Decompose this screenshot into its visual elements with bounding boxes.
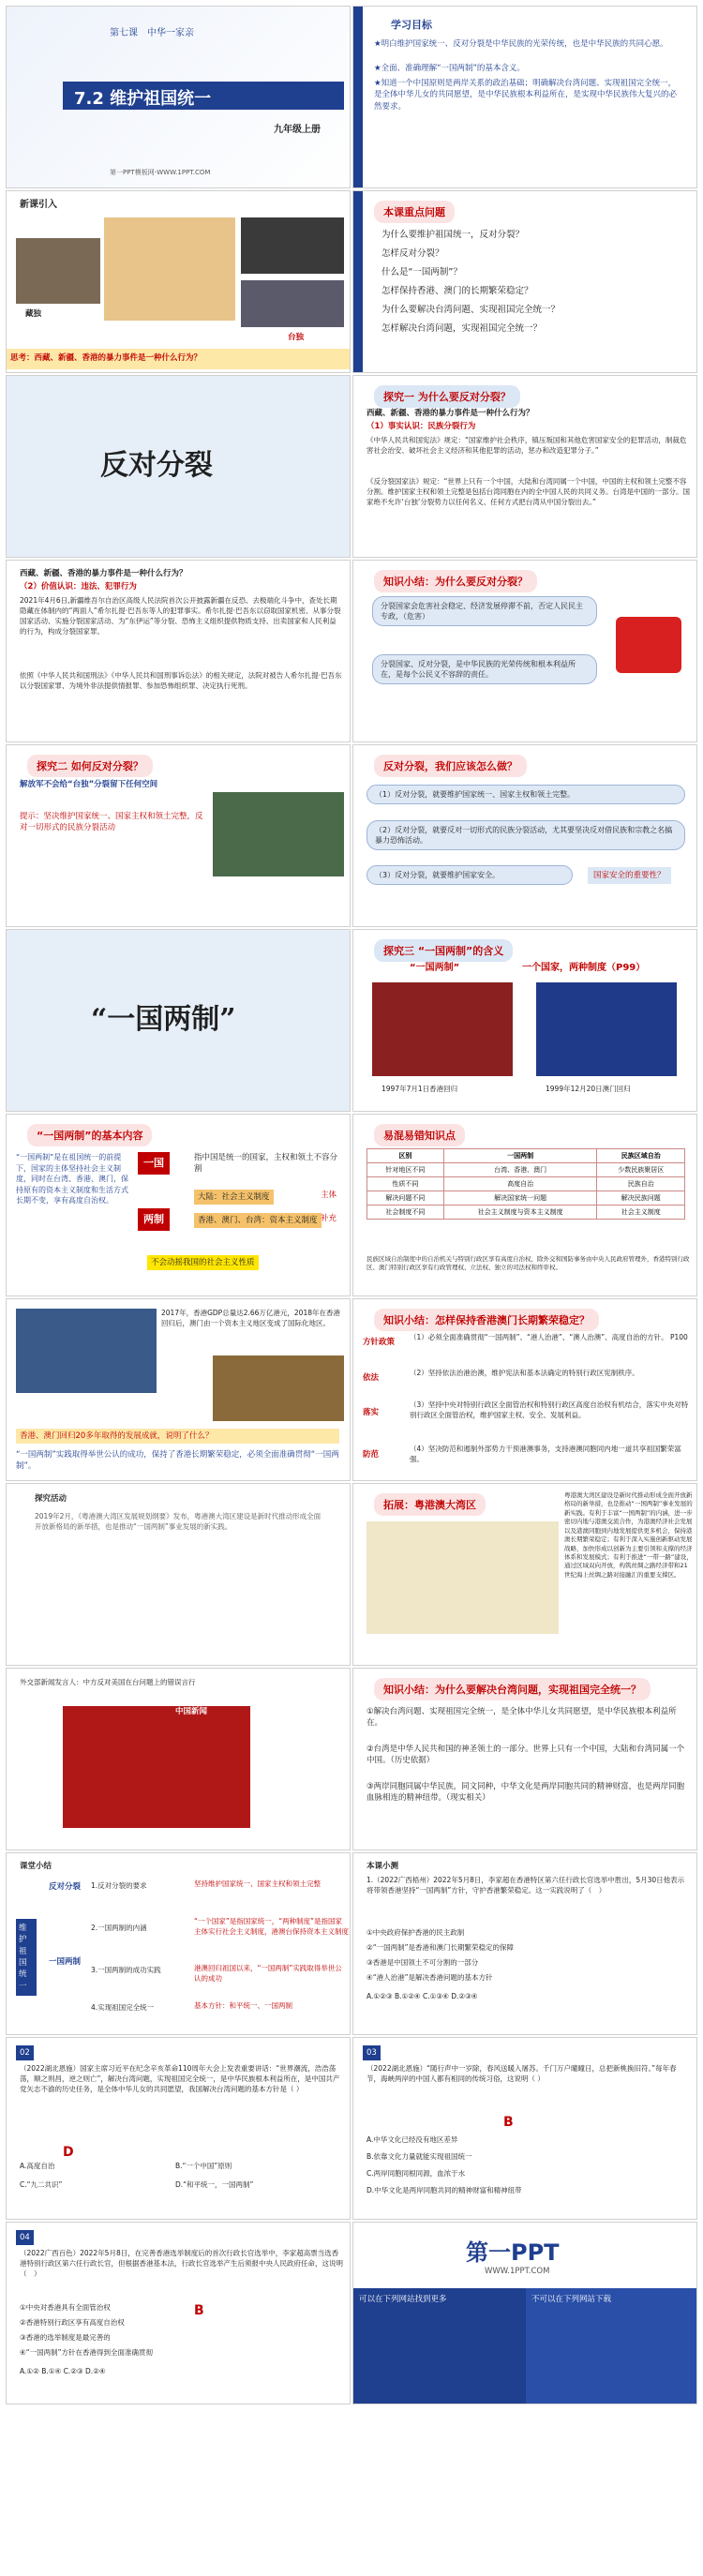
- article-text: 2019年2月，《粤港澳大湾区发展规划纲要》发布，粤港澳大湾区建设是新时代推动形成全面开放新格局的新举措，也是推动“一国两制”事业发展的新实践。: [35, 1512, 322, 1531]
- otcs-definition: “一国两制”是在祖国统一的前提下，国家的主体坚持社会主义制度，同时在台湾、香港、澳门，保持原有的资本主义制度和生活方式长期不变，享有高度自治权。: [16, 1153, 128, 1206]
- slide-how-to: [352, 744, 697, 927]
- section-title: 反对分裂: [100, 449, 213, 482]
- quiz-1-opt: ②“一国两制”是香港和澳门长期繁荣稳定的保障: [366, 1943, 514, 1952]
- confusing-note: 民族区域自治制度中的自治机关与特别行政区享有高度自治权，除外交和国防事务由中央人民政府管理外，香港特别行政区、澳门特别行政区享有行政管理权、立法权、独立的司法权和终审权。: [366, 1255, 690, 1272]
- section-title-otcs: “一国两制”: [91, 1003, 236, 1036]
- table-header: 民族区域自治: [597, 1149, 685, 1163]
- how-to-1: （1）反对分裂，就要维护国家统一、国家主权和领土完整。: [366, 785, 685, 804]
- summary-note-3: 港澳回归祖国以来，“一国两制”实践取得举世公认的成功: [194, 1964, 342, 1983]
- tag-implement: 落实: [363, 1408, 380, 1417]
- slide-gba: [352, 1483, 697, 1666]
- table-cell: 少数民族聚居区: [597, 1163, 685, 1177]
- how-to-2: （2）反对分裂，就要反对一切形式的民族分裂活动，尤其要坚决反对借民族和宗教之名搞暴力恐怖活动。: [366, 820, 685, 850]
- summary-leaf-3: 3.一国两制的成功实践: [91, 1966, 161, 1974]
- photo-pla: [213, 792, 344, 876]
- photo-hk-skyline: [16, 1309, 157, 1393]
- objective-1: ★明白维护国家统一、反对分裂是中华民族的光荣传统，也是中华民族的共同心愿。: [374, 39, 668, 49]
- quiz-1-opt: ④“港人治港”是解决香港问题的基本方针: [366, 1973, 493, 1982]
- summary-why-2: 分裂国家、反对分裂，是中华民族的光荣传统和根本利益所在，是每个公民义不容辞的责任。: [372, 654, 597, 684]
- photo-hongkong: [241, 280, 344, 327]
- quiz-1-opt: ③香港是中国领土不可分割的一部分: [366, 1958, 479, 1967]
- table-cell: 解决民族问题: [597, 1191, 685, 1206]
- note-mainland: 大陆：社会主义制度: [194, 1190, 274, 1205]
- anti-secession-quote: 《反分裂国家法》规定：“世界上只有一个中国，大陆和台湾同属一个中国，中国的主权和领土完整不容分割。维护国家主权和领土完整是包括台湾同胞在内的全中国人民的共同义务。台湾是中国的一部分。国家绝不允许‘台独’分裂势力以任何名义、任何方式把台湾从中国分裂出去。”: [366, 477, 690, 506]
- value-answer: （2）价值认识：违法、犯罪行为: [20, 582, 137, 592]
- inquiry-1-answer: （1）事实认识：民族分裂行为: [366, 422, 476, 431]
- photo-macau: [213, 1355, 344, 1421]
- objective-3: ★知道一个中国原则是两岸关系的政治基础；明确解决台湾问题、实现祖国完全统一，是全体中华儿女的共同愿望，是中华民族根本利益所在，是实现中华民族伟大复兴的必然要求。: [374, 79, 678, 112]
- table-cell: 解决问题不同: [367, 1191, 444, 1206]
- summary-why-1: 分裂国家会危害社会稳定、经济发展停滞不前，否定人民民主专政，（危害）: [372, 596, 597, 626]
- key-q4: 怎样保持香港、澳门的长期繁荣稳定？: [381, 286, 533, 296]
- table-header: 区别: [367, 1149, 444, 1163]
- confusing-banner: 易混易错知识点: [374, 1124, 465, 1146]
- quiz-1-opt: ①中央政府保护香港的民主政制: [366, 1928, 465, 1937]
- prosperity-banner: 知识小结：怎样保持香港澳门长期繁荣稳定？: [374, 1309, 599, 1331]
- quiz-4-answer: B: [194, 2303, 204, 2318]
- inquiry-2-banner: 探究二 如何反对分裂？: [27, 755, 153, 777]
- table-row: [367, 1206, 685, 1220]
- photo-tibet: [16, 238, 100, 304]
- why-unify-1: ①解决台湾问题、实现祖国完全统一，是全体中华儿女共同愿望，是中华民族根本利益所在。: [366, 1707, 677, 1729]
- compare-table: [366, 1148, 685, 1220]
- slide-inquiry-1: [352, 375, 697, 558]
- quiz-heading: 本课小测: [366, 1862, 399, 1871]
- otcs-heading: “一国两制”: [410, 963, 460, 973]
- summary-branch-1: 反对分裂: [49, 1882, 82, 1892]
- table-cell: 性质不同: [367, 1177, 444, 1191]
- map-china: [104, 217, 235, 321]
- slide-confusing-points: [352, 1114, 697, 1296]
- why-unify-banner: 知识小结：为什么要解决台湾问题，实现祖国完全统一？: [374, 1678, 651, 1700]
- quiz-3-opt: A.中华文化已经没有地区差异: [366, 2135, 458, 2144]
- case-paragraph-2: 依照《中华人民共和国刑法》《中华人民共和国刑事诉讼法》的相关规定，法院对被告人希尔扎提·巴吾东以分裂国家罪、为境外非法提供情报罪、参加恐怖组织罪、决定执行死刑。: [20, 671, 342, 690]
- slide-objectives: [352, 6, 697, 188]
- key-q1: 为什么要维护祖国统一，反对分裂？: [381, 230, 525, 240]
- key-q3: 什么是“一国两制”？: [381, 267, 462, 277]
- summary-note-1: 坚持维护国家统一、国家主权和领土完整: [194, 1880, 321, 1888]
- side-bar: [353, 191, 363, 372]
- summary-root: 维护祖国统一: [16, 1919, 37, 1996]
- otcs-meaning: 一个国家，两种制度（P99）: [522, 963, 646, 973]
- key-q5: 为什么要解决台湾问题、实现祖国完全统一？: [381, 305, 561, 315]
- quiz-4-answers: A.①② B.①④ C.②③ D.②④: [20, 2367, 106, 2375]
- slide-class-summary: [6, 1852, 351, 2035]
- quiz-4-opt: ①中央对香港具有全面管治权: [20, 2303, 111, 2312]
- table-cell: 针对地区不同: [367, 1163, 444, 1177]
- slide-otcs-content: [6, 1114, 351, 1296]
- quiz-2-answer: D: [63, 2145, 74, 2160]
- key-q6: 怎样解决台湾问题，实现祖国完全统一？: [381, 323, 543, 334]
- summary-leaf-4: 4.实现祖国完全统一: [91, 2003, 155, 2012]
- quiz-3-question: （2022湖北恩施）“随行声中一岁除，春风送暖入屠苏。千门万户曈曈日，总把新桃换旧符。”每年春节，海峡两岸的中国人都有相同的传统习俗，这说明（ ）: [366, 2064, 677, 2083]
- quiz-2-opt: D.“和平统一，一国两制”: [175, 2180, 254, 2189]
- achievements-caption: 2017年，香港GDP总量达2.66万亿港元，2018年在香港回归后，澳门由一个资本主义地区变成了国际化地区。: [161, 1309, 340, 1327]
- quiz-4-question: （2022广西百色）2022年5月8日，在完善香港选举制度后的首次行政长官选举中，李家超高票当选香港特别行政区第六任行政长官，但根据香港基本法，行政长官选举产生后须报中央人民政府任命，这说明（ ）: [20, 2249, 343, 2278]
- otcs-content-banner: “一国两制”的基本内容: [27, 1124, 152, 1146]
- prosperity-3: （3）坚持中央对特别行政区全面管治权和特别行政区高度自治权有机结合，落实中央对特别行政区全面管治权，维护国家主权、安全、发展利益。: [410, 1400, 689, 1419]
- summary-leaf-1: 1.反对分裂的要求: [91, 1881, 147, 1890]
- intro-question: 思考：西藏、新疆、香港的暴力事件是一种什么行为？: [7, 349, 351, 369]
- key-heading: 本课重点问题: [374, 201, 455, 223]
- photo-macau-return: [536, 982, 677, 1076]
- gba-banner: 拓展：粤港澳大湾区: [374, 1493, 486, 1516]
- case-paragraph-1: 2021年4月6日,新疆维吾尔自治区高级人民法院首次公开披露新疆在反恐、去极端化斗争中，查处长期隐藏在体制内的“两面人”希尔扎提·巴吾东等人的犯罪事实。希尔扎提·巴吾东以窃取国家机密、从事分裂国家活动、实施分裂国家活动、为“东伊运”等分裂、恐怖主义组织提供物质支持、出卖国家和人民利益的行为，构成分裂国家罪。: [20, 596, 341, 636]
- label-main: 主体: [321, 1191, 337, 1200]
- why-unify-2: ②台湾是中华人民共和国的神圣领土的一部分。世界上只有一个中国，大陆和台湾同属一个中国。（历史依据）: [366, 1745, 685, 1766]
- slide-section-oppose: [6, 375, 351, 558]
- tag-prevent: 防范: [363, 1450, 380, 1460]
- inquiry-2-tip: 提示：坚决维护国家统一、国家主权和领土完整，反对一切形式的民族分裂活动: [20, 812, 203, 833]
- quiz-4-num: 04: [16, 2230, 34, 2245]
- photo-xinjiang: [241, 217, 344, 274]
- table-row: [367, 1177, 685, 1191]
- table-cell: 台湾、香港、澳门: [443, 1163, 597, 1177]
- inquiry-1-banner: 探究一 为什么要反对分裂？: [374, 385, 520, 408]
- achievements-answer: “一国两制”实践取得举世公认的成功，保持了香港长期繁荣稳定，必须全面准确贯彻“一国两制”。: [16, 1450, 339, 1472]
- china-map-icon: [616, 617, 681, 673]
- ppt-logo: 第一PPT: [466, 2239, 560, 2266]
- quiz-3-opt: D.中华文化是两岸同胞共同的精神财富和精神纽带: [366, 2186, 522, 2194]
- table-header: 一国两制: [443, 1149, 597, 1163]
- slide-value-recognition: [6, 560, 351, 742]
- label-supplement: 补充: [321, 1214, 337, 1223]
- value-question: 西藏、新疆、香港的暴力事件是一种什么行为？: [20, 569, 187, 578]
- slide-ad: [352, 2222, 697, 2404]
- how-to-3: （3）反对分裂，就要维护国家安全。: [366, 865, 573, 885]
- tv-label: 中国新闻: [175, 1707, 208, 1716]
- gba-text: 粤港澳大湾区建设是新时代推动形成全面开放新格局的新举措，也是推动“一国两制”事业发展的新实践。有利于丰富“一国两制”的内涵，进一步密切内地与港澳交流合作，为港澳经济社会发展以及港澳同胞到内地发展提供更多机会，保持港澳长期繁荣稳定；有利于深入实施创新驱动发展战略，加快形成以创新为主要引领和支撑的经济体系和发展模式；有利于推进“一带一路”建设，通过区域双向开放，构筑丝绸之路经济带和21世纪海上丝绸之路对接融汇的重要支撑区。: [564, 1491, 693, 1579]
- lesson-title: 7.2 维护祖国统一: [63, 82, 344, 110]
- slide-summary-why: [352, 560, 697, 742]
- note-hkmt: 香港、澳门、台湾：资本主义制度: [194, 1213, 322, 1228]
- ad-col-1: 可以在下列网站找到更多: [353, 2288, 526, 2404]
- photo-press: [63, 1706, 250, 1828]
- slide-inquiry-2: [6, 744, 351, 927]
- intro-heading: 新课引入: [20, 200, 57, 210]
- summary-heading: 课堂小结: [20, 1862, 52, 1871]
- inquiry-2-question: 解放军不会给“台独”分裂留下任何空间: [20, 780, 158, 789]
- chapter-label: 第七课 中华一家亲: [110, 28, 194, 38]
- prosperity-1: （1）必须全面准确贯彻“一国两制”、“港人治港”、“澳人治澳”、高度自治的方针。 P100: [410, 1333, 688, 1341]
- quiz-2-question: （2022湖北恩施）国家主席习近平在纪念辛亥革命110周年大会上发表重要讲话：“世界潮流，浩浩荡荡，顺之则昌，逆之则亡”，解决台湾问题，实现祖国完全统一，是中华民族根本利益所在，是中国共产党矢志不渝的历史任务，是全体中华儿女的共同愿望，我国解决台湾问题的基本方针是（ ）: [20, 2064, 340, 2093]
- inquiry-3-banner: 探究三 “一国两制”的含义: [374, 939, 513, 962]
- table-cell: 社会主义制度: [597, 1206, 685, 1220]
- gba-map: [366, 1521, 559, 1634]
- security-tag[interactable]: 国家安全的重要性？: [588, 867, 671, 884]
- summary-branch-2: 一国两制: [49, 1957, 82, 1967]
- quiz-2-num: 02: [16, 2045, 34, 2060]
- constitution-quote: 《中华人民共和国宪法》规定：“国家维护社会秩序，镇压叛国和其他危害国家安全的犯罪活动，制裁危害社会治安、破坏社会主义经济和其他犯罪的活动，惩办和改造犯罪分子。”: [366, 436, 687, 455]
- note-nature: 不会动摇我国的社会主义性质: [147, 1255, 259, 1270]
- footer-text: 第一PPT模板网-WWW.1PPT.COM: [110, 169, 211, 176]
- slide-cover: [6, 6, 351, 188]
- table-cell: 社会主义制度与资本主义制度: [443, 1206, 597, 1220]
- slide-quiz-3: [352, 2037, 697, 2220]
- slide-intro: [6, 190, 351, 373]
- note-sovereignty: 指中国是统一的国家，主权和领土不容分割: [194, 1153, 338, 1175]
- grade-label: 九年级上册: [274, 125, 321, 135]
- prosperity-4: （4）坚决防范和遏制外部势力干预港澳事务，支持港澳同胞同内地一道共享祖国繁荣富强。: [410, 1445, 681, 1463]
- table-cell: 社会制度不同: [367, 1206, 444, 1220]
- table-row: [367, 1191, 685, 1206]
- key-two-systems: 两制: [138, 1208, 170, 1231]
- table-cell: 民族自治: [597, 1177, 685, 1191]
- objective-2: ★全面、准确理解“一国两制”的基本含义。: [374, 64, 525, 73]
- quiz-4-opt: ②香港特别行政区享有高度自治权: [20, 2318, 125, 2327]
- quiz-2-opt: A.高度自治: [20, 2162, 55, 2170]
- ppt-url[interactable]: WWW.1PPT.COM: [485, 2267, 550, 2276]
- how-to-banner: 反对分裂，我们应该怎么做？: [374, 755, 527, 777]
- quiz-3-num: 03: [363, 2045, 381, 2060]
- side-bar: [353, 7, 363, 187]
- objectives-heading: 学习目标: [391, 19, 432, 31]
- table-row: [367, 1163, 685, 1177]
- ad-col-2: 不可以在下列网站下载: [526, 2288, 697, 2404]
- quiz-3-answer: B: [503, 2115, 514, 2130]
- quiz-2-opt: B.“一个中国”原则: [175, 2162, 232, 2170]
- slide-quiz-2: [6, 2037, 351, 2220]
- slide-article: [6, 1483, 351, 1666]
- caption-macau-return: 1999年12月20日澳门回归: [546, 1085, 631, 1093]
- tag-policy: 方针政策: [363, 1338, 396, 1347]
- slide-section-otcs: [6, 929, 351, 1112]
- caption-tibet: 藏独: [25, 309, 42, 319]
- slide-keep-prosperity: [352, 1298, 697, 1481]
- photo-hk-return: [372, 982, 513, 1076]
- table-cell: 解决国家统一问题: [443, 1191, 597, 1206]
- slide-quiz-4: [6, 2222, 351, 2404]
- tag-law: 依法: [363, 1373, 380, 1383]
- quiz-3-opt: C.两岸同胞同根同源，血浓于水: [366, 2169, 466, 2178]
- quiz-2-opt: C.“九二共识”: [20, 2180, 63, 2189]
- quiz-3-opt: B.依靠文化力量就能实现祖国统一: [366, 2152, 472, 2161]
- spokesperson-caption: 外交部新闻发言人：中方反对美国在台问题上的错误言行: [20, 1678, 196, 1686]
- summary-note-2: “一个国家”是指国家统一，“两种制度”是指国家主体实行社会主义制度，港澳台保持资本主义制度: [194, 1917, 349, 1936]
- caption-taidu: 台独: [288, 333, 305, 342]
- table-cell: 高度自治: [443, 1177, 597, 1191]
- summary-note-4: 基本方针：和平统一、一国两制: [194, 2001, 292, 2010]
- prosperity-2: （2）坚持依法治港治澳，维护宪法和基本法确定的特别行政区宪制秩序。: [410, 1369, 639, 1377]
- summary-why-banner: 知识小结：为什么要反对分裂？: [374, 570, 537, 592]
- quiz-1-answers: A.①②③ B.①②④ C.①③④ D.②③④: [366, 1992, 478, 2000]
- key-one-country: 一国: [138, 1152, 170, 1175]
- article-title: 探究活动: [35, 1494, 67, 1504]
- inquiry-1-question: 西藏、新疆、香港的暴力事件是一种什么行为？: [366, 409, 534, 418]
- slide-quiz-1: [352, 1852, 697, 2035]
- slide-key-questions: [352, 190, 697, 373]
- quiz-1-question: 1.（2022广西梧州）2022年5月8日，李家超在香港特区第六任行政长官选举中胜出，5月30日他表示将带领香港坚持“一国两制”方针，守护香港繁荣稳定。这一实践说明了（ ）: [366, 1876, 685, 1895]
- slide-spokesperson: [6, 1668, 351, 1850]
- quiz-4-opt: ④“一国两制”方针在香港得到全面准确贯彻: [20, 2348, 153, 2357]
- quiz-4-opt: ③香港的选举制度是最完善的: [20, 2333, 111, 2342]
- caption-hk-return: 1997年7月1日香港回归: [381, 1085, 458, 1093]
- achievements-question: 香港、澳门回归20多年取得的发展成就，说明了什么？: [16, 1429, 339, 1444]
- slide-why-unify: [352, 1668, 697, 1850]
- key-q2: 怎样反对分裂？: [381, 248, 444, 259]
- summary-leaf-2: 2.一国两制的内涵: [91, 1924, 147, 1932]
- why-unify-3: ③两岸同胞同属中华民族，同文同种，中华文化是两岸同胞共同的精神财富，也是两岸同胞血脉相连的精神纽带。（现实相关）: [366, 1782, 685, 1804]
- slide-inquiry-3: [352, 929, 697, 1112]
- slide-hk-achievements: [6, 1298, 351, 1481]
